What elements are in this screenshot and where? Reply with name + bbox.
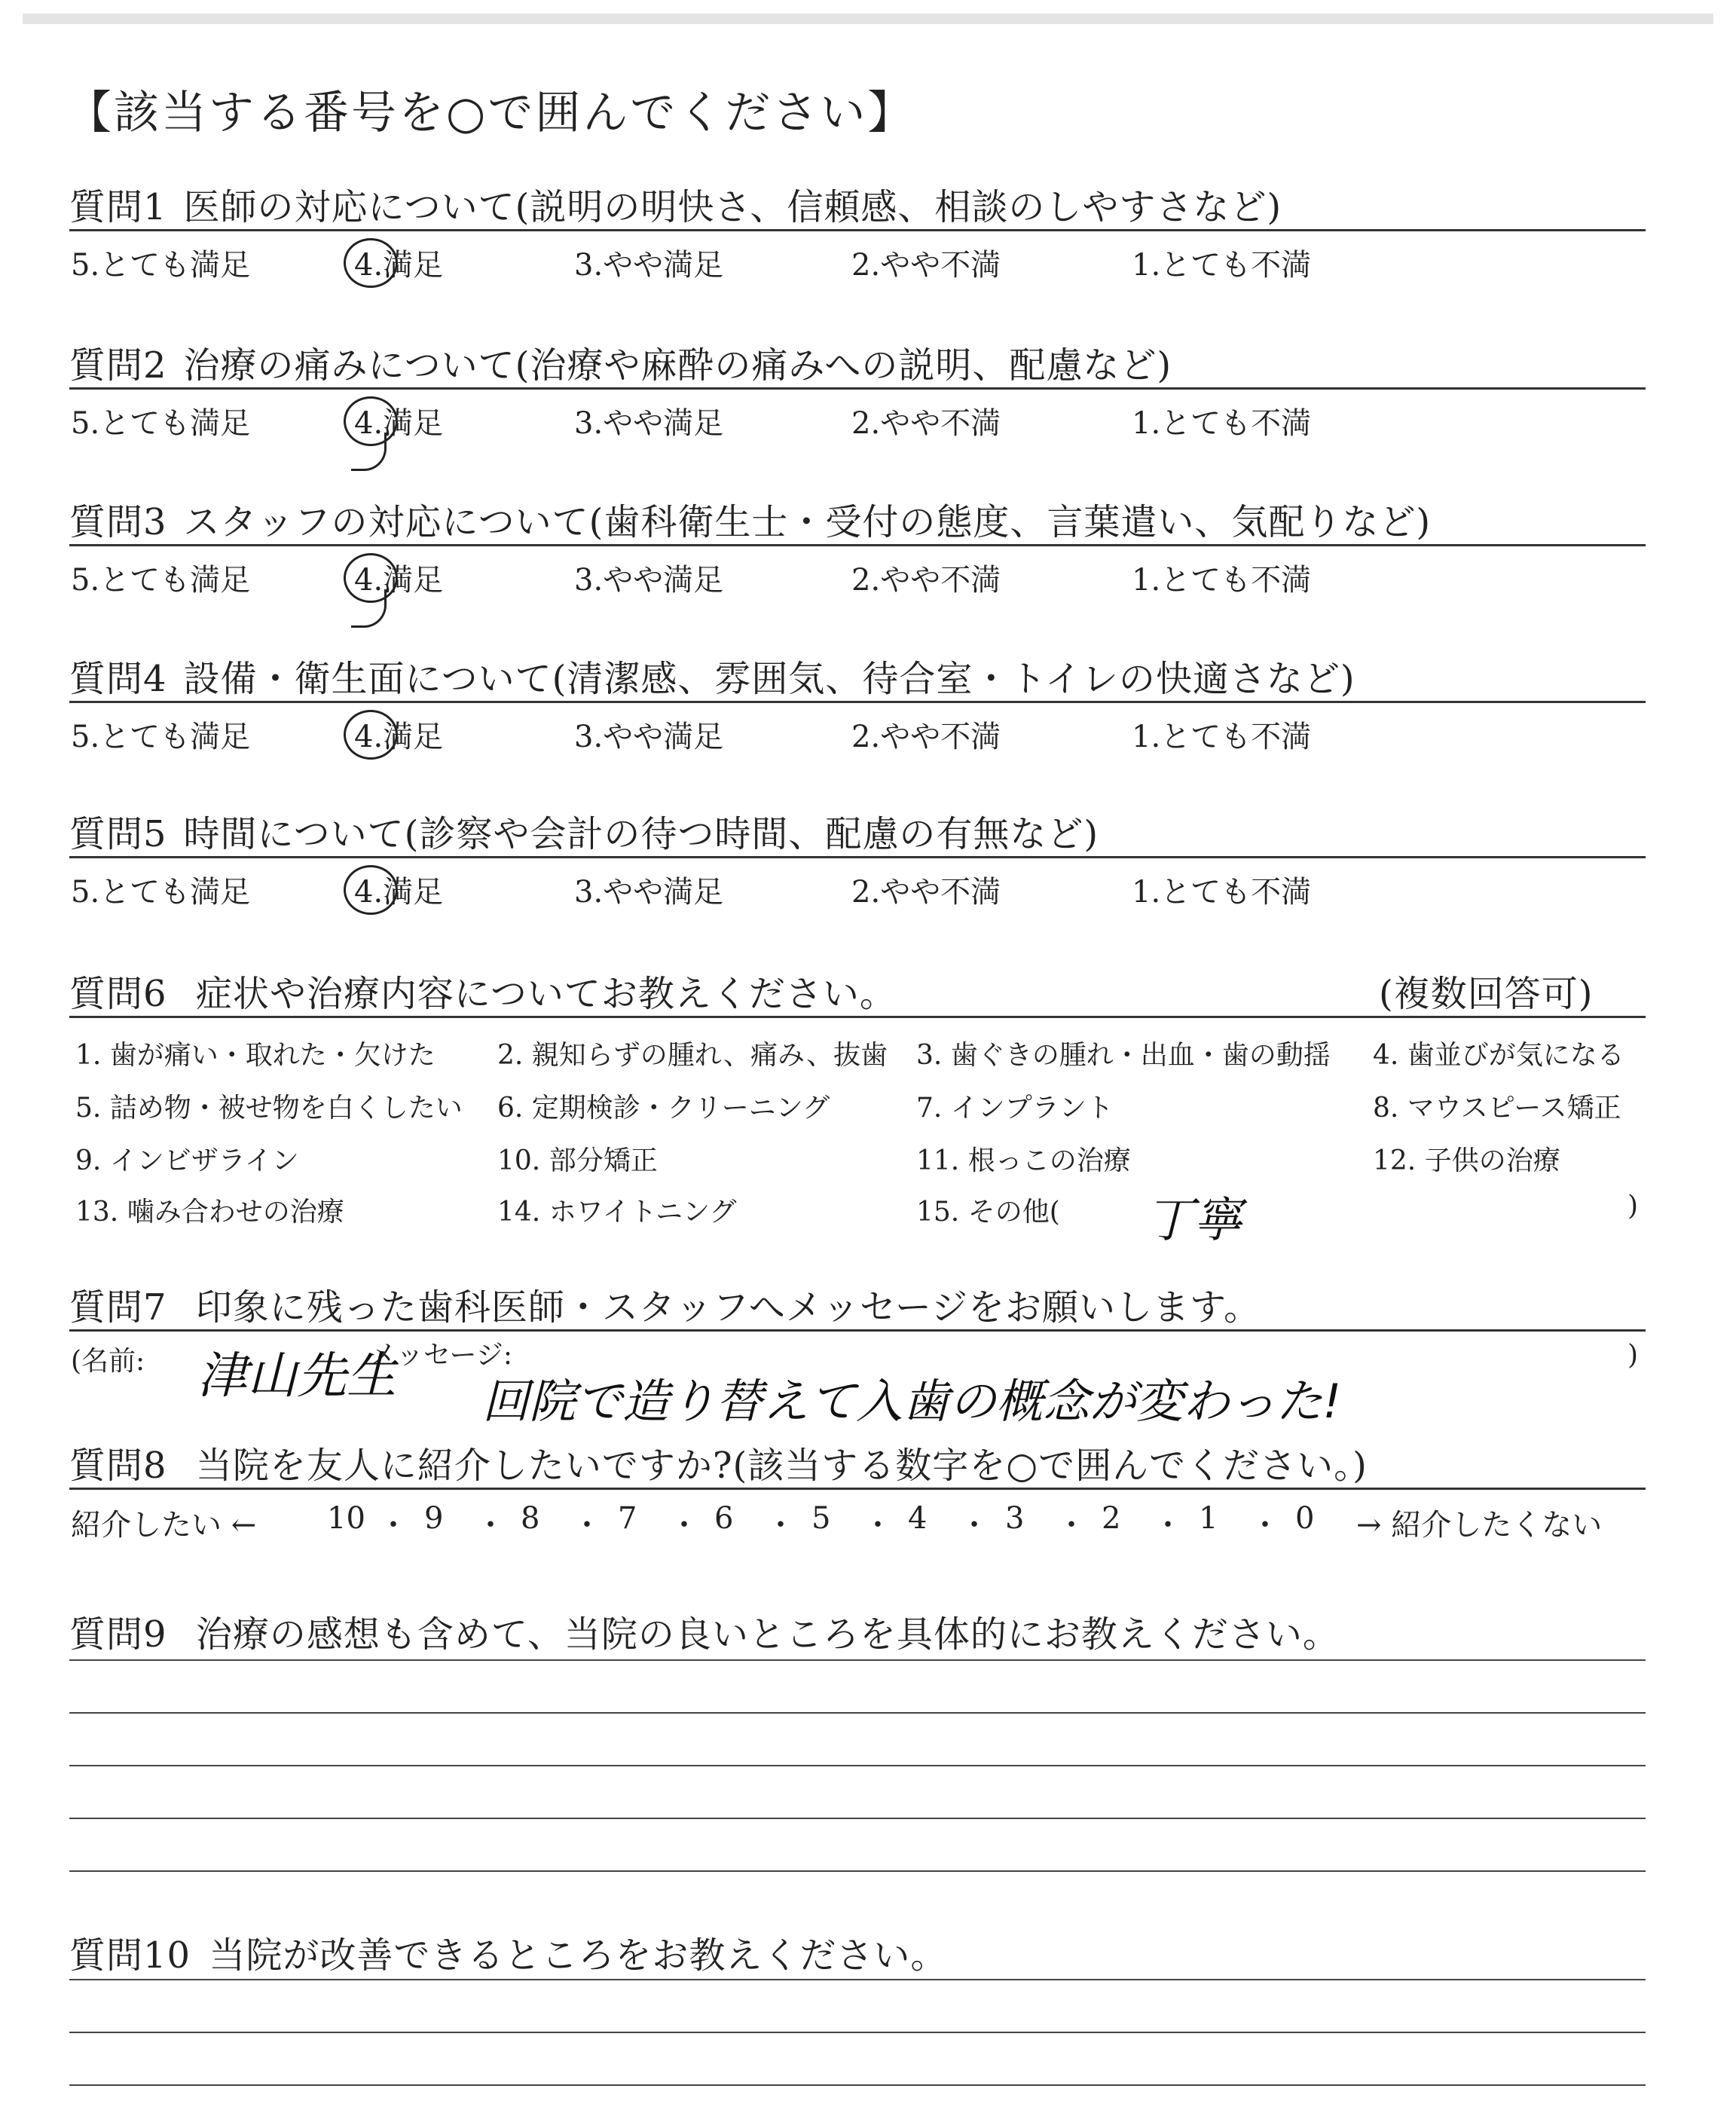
rating-option[interactable] (71, 713, 250, 756)
q3-rule (69, 544, 1646, 546)
q7-close: ) (1628, 1340, 1639, 1371)
rating-option-number: 2. (851, 406, 881, 441)
q8-scale-left: 紹介したい ← (71, 1508, 257, 1543)
q10-text: 当院が改善できるところをお教えください。 (209, 1934, 948, 1977)
q10-answer-line[interactable] (69, 1979, 1646, 1980)
q8-scale-number[interactable]: 6 (714, 1501, 734, 1536)
rating-option-label: やや満足 (603, 248, 724, 283)
q8-scale-separator: ・ (378, 1508, 408, 1543)
q8-scale-number[interactable]: 9 (424, 1501, 444, 1536)
selected-answer-circle (344, 865, 398, 915)
q6-option[interactable]: 10. 部分矯正 (497, 1145, 658, 1176)
q6-option[interactable]: 5. 詰め物・被せ物を白くしたい (75, 1093, 463, 1124)
circle-stroke-tail (351, 589, 387, 628)
rating-option-label: やや満足 (603, 875, 724, 910)
q2-title (69, 336, 1172, 388)
q3-label: 質問3 (69, 501, 167, 543)
q6-option[interactable]: 15. その他( (916, 1197, 1060, 1228)
rating-option-number: 1. (1132, 720, 1161, 754)
rating-option-number: 4. (354, 248, 384, 283)
rating-option-label: 満足 (383, 406, 444, 441)
rating-option-label: やや不満 (880, 875, 1001, 910)
rating-option[interactable] (1132, 868, 1311, 911)
rating-option-number: 1. (1132, 875, 1161, 910)
q8-text: 当院を友人に紹介したいですか?(該当する数字を○で囲んでください。) (195, 1445, 1368, 1487)
q2-rule (69, 387, 1646, 390)
rating-option-label: とても満足 (99, 563, 251, 598)
rating-option[interactable] (574, 868, 723, 911)
q4-title (69, 650, 1355, 702)
rating-option[interactable] (71, 399, 250, 442)
rating-option-number: 4. (354, 720, 384, 754)
rating-option[interactable] (574, 556, 723, 599)
rating-option-label: やや満足 (603, 406, 724, 441)
rating-option[interactable] (1132, 713, 1311, 756)
q1-rule (69, 229, 1646, 231)
rating-option-label: とても満足 (99, 720, 251, 754)
q8-rule (69, 1488, 1646, 1490)
q9-text: 治療の感想も含めて、当院の良いところを具体的にお教えください。 (195, 1613, 1340, 1656)
q5-title (69, 805, 1099, 857)
rating-option-number: 3. (574, 406, 604, 441)
q6-option[interactable]: 14. ホワイトニング (497, 1197, 737, 1228)
rating-option[interactable] (1132, 399, 1311, 442)
q2-text: 治療の痛みについて(治療や麻酔の痛みへの説明、配慮など) (183, 344, 1172, 387)
q7-title (69, 1278, 1261, 1330)
q8-scale-number[interactable]: 2 (1102, 1501, 1121, 1536)
rating-option-number: 1. (1132, 248, 1161, 283)
rating-option-label: とても不満 (1160, 406, 1312, 441)
q6-note: (複数回答可) (1379, 973, 1594, 1015)
q6-option[interactable]: 7. インプラント (916, 1093, 1114, 1124)
rating-option-label: 満足 (383, 720, 444, 754)
rating-option-number: 4. (354, 875, 384, 910)
q8-scale-number[interactable]: 3 (1005, 1501, 1025, 1536)
q7-label: 質問7 (69, 1286, 167, 1329)
rating-option-number: 2. (851, 563, 881, 598)
scan-top-edge (23, 14, 1713, 24)
rating-option-number: 1. (1132, 563, 1161, 598)
selected-answer-circle (344, 710, 398, 760)
q2-label: 質問2 (69, 344, 167, 387)
rating-option-number: 4. (354, 406, 384, 441)
q9-answer-line[interactable] (69, 1659, 1646, 1661)
q5-label: 質問5 (69, 813, 167, 855)
rating-option-label: とても不満 (1160, 720, 1312, 754)
rating-option-label: とても不満 (1160, 875, 1312, 910)
rating-option[interactable] (574, 241, 723, 284)
rating-option-number: 5. (71, 406, 100, 441)
q8-scale-separator: ・ (475, 1508, 506, 1543)
rating-option[interactable] (1132, 556, 1311, 599)
rating-option[interactable] (851, 556, 1001, 599)
q6-option[interactable]: 4. 歯並びが気になる (1373, 1040, 1624, 1071)
q8-scale-number[interactable]: 0 (1295, 1501, 1315, 1536)
q9-answer-line[interactable] (69, 1765, 1646, 1766)
rating-option-number: 2. (851, 248, 881, 283)
q9-answer-line[interactable] (69, 1870, 1646, 1872)
rating-option-label: とても満足 (99, 248, 251, 283)
q8-scale-number[interactable]: 8 (521, 1501, 540, 1536)
q5-text: 時間について(診察や会計の待つ時間、配慮の有無など) (183, 813, 1099, 855)
q8-scale-separator: ・ (959, 1508, 989, 1543)
rating-option-label: とても不満 (1160, 563, 1312, 598)
selected-answer-circle (344, 238, 398, 288)
rating-option-label: やや不満 (880, 406, 1001, 441)
q6-option[interactable]: 13. 噛み合わせの治療 (75, 1197, 344, 1228)
rating-option[interactable] (574, 399, 723, 442)
rating-option-number: 1. (1132, 406, 1161, 441)
q8-scale-right: → 紹介したくない (1356, 1508, 1603, 1543)
q9-title (69, 1605, 1340, 1657)
q4-label: 質問4 (69, 658, 167, 700)
q6-option[interactable]: 3. 歯ぐきの腫れ・出血・歯の動揺 (916, 1040, 1331, 1071)
rating-option[interactable] (574, 713, 723, 756)
q7-text: 印象に残った歯科医師・スタッフへメッセージをお願いします。 (195, 1286, 1261, 1329)
q6-option[interactable]: 6. 定期検診・クリーニング (497, 1093, 830, 1124)
q9-answer-line[interactable] (69, 1818, 1646, 1819)
q8-scale-number[interactable]: 5 (811, 1501, 831, 1536)
rating-option-label: やや満足 (603, 720, 724, 754)
rating-option[interactable] (71, 556, 250, 599)
rating-option-label: とても満足 (99, 875, 251, 910)
q6-title (69, 965, 897, 1017)
q4-text: 設備・衛生面について(清潔感、雰囲気、待合室・トイレの快適さなど) (183, 658, 1355, 700)
q10-label: 質問10 (69, 1934, 191, 1977)
q1-text: 医師の対応について(説明の明快さ、信頼感、相談のしやすさなど) (183, 186, 1282, 228)
q8-scale-number[interactable]: 10 (327, 1501, 365, 1536)
q6-label: 質問6 (69, 973, 167, 1015)
rating-option-number: 5. (71, 248, 100, 283)
q8-scale-separator: ・ (1250, 1508, 1280, 1543)
rating-option-number: 2. (851, 875, 881, 910)
rating-option[interactable] (71, 241, 250, 284)
q8-scale-separator: ・ (766, 1508, 796, 1543)
rating-option-label: やや満足 (603, 563, 724, 598)
rating-option[interactable] (851, 399, 1001, 442)
q7-message-label: メッセージ: (369, 1340, 512, 1371)
q7-name-label: (名前: (71, 1346, 145, 1377)
q7-rule (69, 1329, 1646, 1332)
q8-scale-number[interactable]: 1 (1199, 1501, 1218, 1536)
q8-scale-number[interactable]: 7 (618, 1501, 637, 1536)
rating-option-number: 3. (574, 720, 604, 754)
q1-label: 質問1 (69, 186, 167, 228)
q6-option[interactable]: 12. 子供の治療 (1373, 1145, 1560, 1176)
q6-text: 症状や治療内容についてお教えください。 (195, 973, 897, 1015)
rating-option[interactable] (851, 868, 1001, 911)
q8-scale-separator: ・ (1153, 1508, 1183, 1543)
q8-scale-separator: ・ (669, 1508, 699, 1543)
q6-option[interactable]: 2. 親知らずの腫れ、痛み、抜歯 (497, 1040, 888, 1071)
q6-option[interactable]: 11. 根っこの治療 (916, 1145, 1131, 1176)
rating-option-label: 満足 (383, 875, 444, 910)
q6-option[interactable]: 1. 歯が痛い・取れた・欠けた (75, 1040, 436, 1071)
q6-option[interactable]: 8. マウスピース矯正 (1373, 1093, 1621, 1124)
q3-text: スタッフの対応について(歯科衛生士・受付の態度、言葉遣い、気配りなど) (183, 501, 1432, 543)
rating-option-label: 満足 (383, 248, 444, 283)
rating-option-number: 5. (71, 563, 100, 598)
q4-rule (69, 701, 1646, 703)
rating-option[interactable] (71, 868, 250, 911)
rating-option-label: やや不満 (880, 720, 1001, 754)
rating-option-label: やや不満 (880, 563, 1001, 598)
rating-option-number: 3. (574, 248, 604, 283)
q7-message-answer[interactable]: 回院で造り替えて入歯の概念が変わった! (482, 1374, 1342, 1429)
q8-scale-separator: ・ (1056, 1508, 1087, 1543)
rating-option-number: 5. (71, 875, 100, 910)
q8-scale-separator: ・ (863, 1508, 893, 1543)
rating-option-label: とても不満 (1160, 248, 1312, 283)
q8-label: 質問8 (69, 1445, 167, 1487)
q5-rule (69, 856, 1646, 858)
q6-other-close: ) (1628, 1191, 1639, 1222)
circle-stroke-tail (351, 433, 387, 471)
q9-answer-line[interactable] (69, 1712, 1646, 1714)
rating-option[interactable] (1132, 241, 1311, 284)
q6-option[interactable]: 9. インビザライン (75, 1145, 299, 1176)
form-title: 【該当する番号を○で囲んでください】 (66, 87, 915, 139)
q8-title (69, 1436, 1368, 1488)
rating-option-label: やや不満 (880, 248, 1001, 283)
q10-title (69, 1926, 947, 1978)
rating-option-number: 3. (574, 875, 604, 910)
q3-title (69, 493, 1431, 545)
rating-option[interactable] (851, 241, 1001, 284)
q7-name-answer[interactable]: 津山先生 (197, 1347, 396, 1405)
rating-option-label: とても満足 (99, 406, 251, 441)
rating-option-number: 5. (71, 720, 100, 754)
q6-other-answer[interactable]: 丁寧 (1145, 1193, 1242, 1249)
q10-answer-line[interactable] (69, 2084, 1646, 2086)
rating-option-label: 満足 (383, 563, 444, 598)
q1-title (69, 178, 1282, 230)
rating-option[interactable] (851, 713, 1001, 756)
q10-answer-line[interactable] (69, 2032, 1646, 2033)
rating-option-number: 4. (354, 563, 384, 598)
q9-label: 質問9 (69, 1613, 167, 1656)
q6-rule (69, 1016, 1646, 1018)
rating-option-number: 3. (574, 563, 604, 598)
q8-scale-separator: ・ (572, 1508, 602, 1543)
rating-option-number: 2. (851, 720, 881, 754)
q8-scale-number[interactable]: 4 (908, 1501, 928, 1536)
